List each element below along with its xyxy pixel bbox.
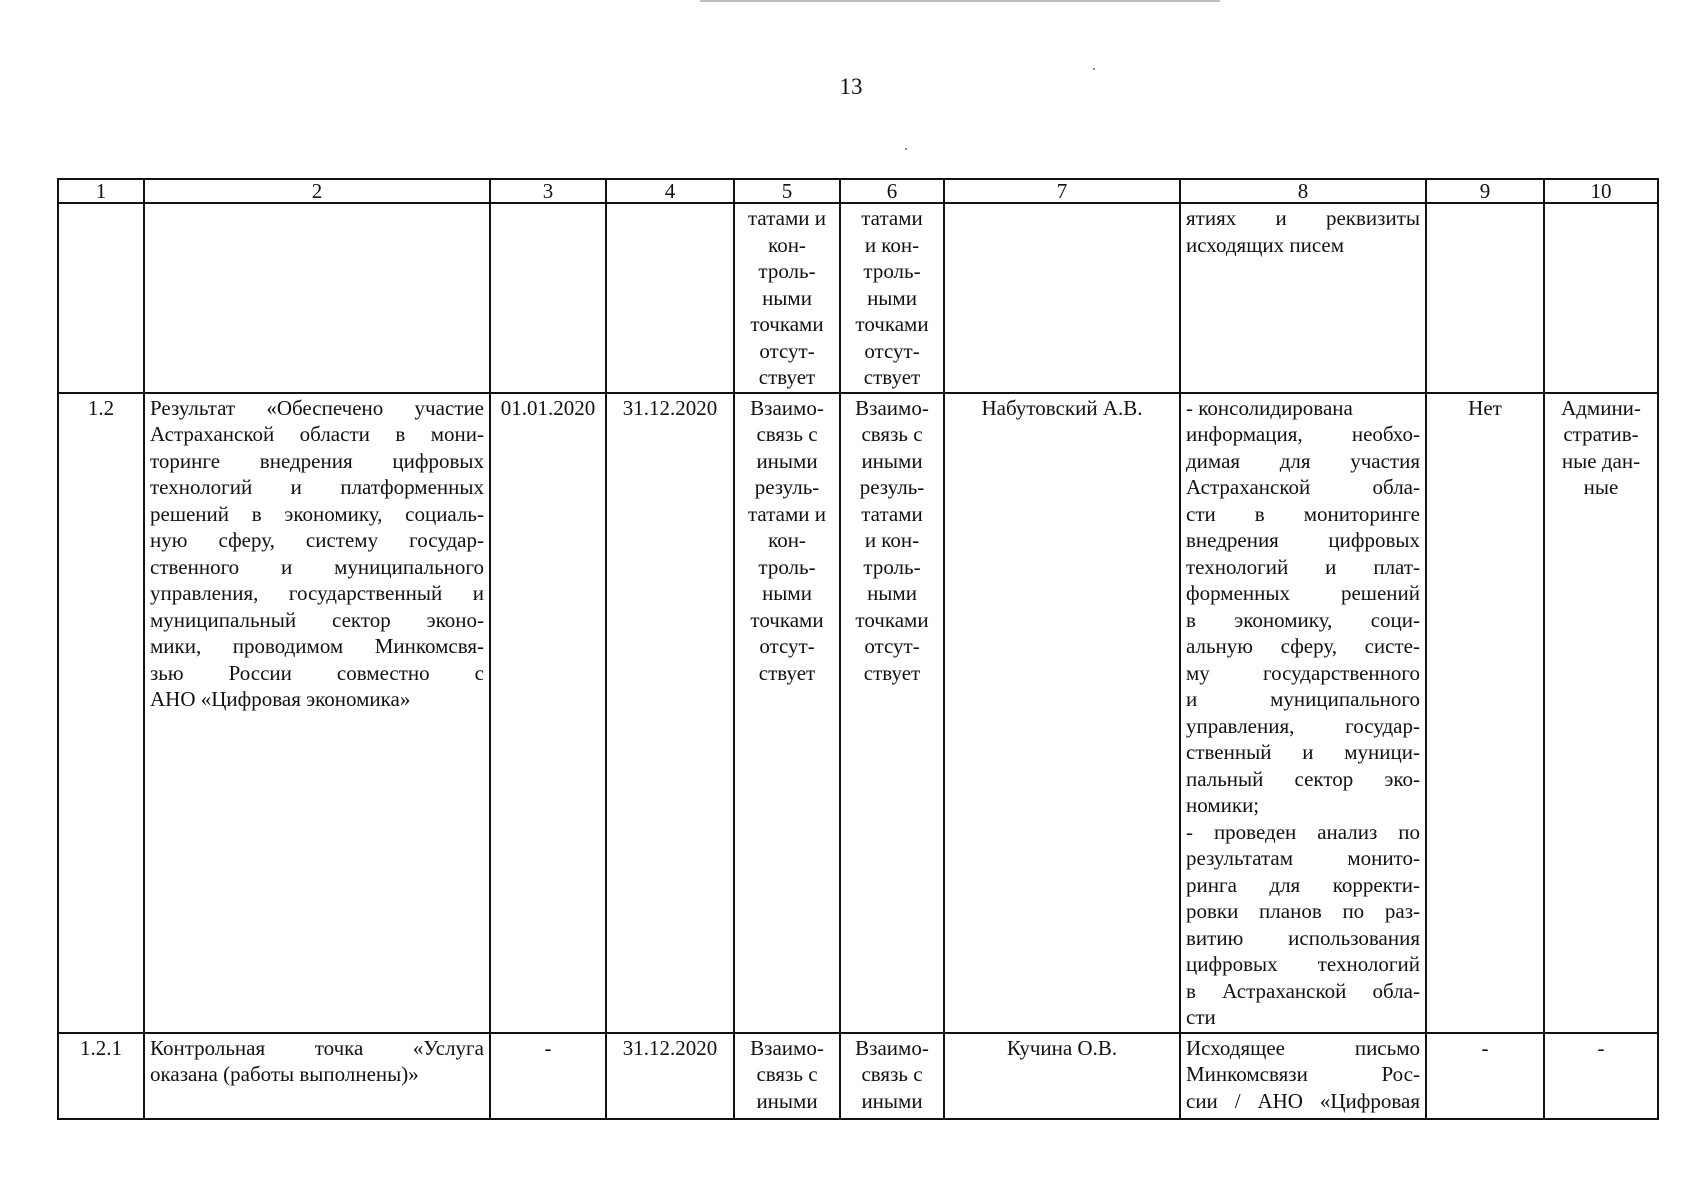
cell-text-line: ствует	[758, 660, 816, 685]
cell-text-line: Исходящее письмо	[1186, 1035, 1420, 1060]
cell-text-line: кон-	[768, 528, 806, 552]
interrelation-controls-cell	[840, 203, 944, 393]
cell-text-line: цифровых технологий	[1186, 952, 1420, 976]
result-name-cell	[144, 393, 490, 1033]
cell-text-line: Минкомсвязи Рос-	[1186, 1062, 1420, 1086]
cell-text-line: Админи-	[1561, 395, 1641, 420]
start-date: 01.01.2020	[490, 393, 606, 1033]
cell-text-line: точками	[750, 312, 824, 336]
cell-empty	[1426, 203, 1544, 393]
cell-text-line: ствует	[863, 365, 921, 389]
cell-text-line: ными	[867, 581, 917, 605]
cell-text-line: резуль-	[859, 475, 925, 499]
cell-text-line: Астраханской обла-	[1186, 475, 1420, 499]
cell-text-line: Взаимо-	[855, 395, 929, 420]
cell-text-line: татами	[861, 206, 923, 230]
cell-empty	[490, 203, 606, 393]
result-description-cell	[1180, 393, 1426, 1033]
cell-text-line: ными	[867, 285, 917, 310]
cell-text-line: альную сферу, систе-	[1186, 634, 1420, 658]
column-number-header: 8	[1180, 179, 1426, 203]
cell-text-line: связь с	[756, 422, 818, 446]
cell-text-line: оказана (работы выполнены)»	[150, 1062, 419, 1086]
cell-text-line: ровки планов по раз-	[1186, 899, 1420, 923]
end-date: 31.12.2020	[606, 393, 734, 1033]
cell-text-line: зью России совместно с	[150, 660, 484, 685]
cell-text-line: отсут-	[759, 338, 815, 363]
cell-text-line: резуль-	[754, 475, 820, 499]
interrelation-results-cell	[734, 393, 840, 1033]
cell-text-line: троль-	[758, 259, 816, 283]
cell-text-line: татами и	[748, 501, 826, 526]
cell-text-line: и муниципального	[1186, 687, 1420, 711]
cell-text-line: точками	[855, 607, 929, 632]
result-description-cell	[1180, 1033, 1426, 1119]
cell-text-line: иными	[861, 1088, 923, 1113]
control-point-name-cell	[144, 1033, 490, 1119]
cell-empty	[58, 203, 144, 393]
responsible-person: Кучина О.В.	[944, 1033, 1180, 1119]
cell-text-line: отсут-	[864, 338, 920, 363]
cell-text-line: Результат «Обеспечено участие	[150, 395, 484, 420]
cell-text-line: ными	[762, 581, 812, 605]
cell-text-line: Взаимо-	[750, 1035, 824, 1060]
cell-text-line: внедрения цифровых	[1186, 528, 1420, 552]
cell-text-line: точками	[855, 312, 929, 336]
cell-text-line: кон-	[768, 232, 806, 257]
cell-text-line: отсут-	[759, 634, 815, 658]
column-number-header: 10	[1544, 179, 1658, 203]
column-number-header: 1	[58, 179, 144, 203]
cell-text-line: решений в экономику, социаль-	[150, 501, 484, 526]
cell-text-line: АНО «Цифровая экономика»	[150, 687, 411, 711]
cell-text-line: номики;	[1186, 793, 1260, 817]
cell-text-line: и кон-	[864, 528, 920, 552]
cell-text-line: татами	[861, 501, 923, 526]
scan-speck	[905, 148, 907, 150]
cell-text-line: исходящих писем	[1186, 232, 1345, 257]
cell-text-line: ные	[1583, 475, 1619, 499]
cell-text-line: иными	[861, 448, 923, 473]
table-row-1-2-1	[58, 1033, 1658, 1119]
table-row-1-2	[58, 393, 1658, 1033]
cell-empty	[144, 203, 490, 393]
cell-text-line: связь с	[756, 1062, 818, 1086]
cell-text-line: связь с	[861, 422, 923, 446]
cell-text-line: ственного и муниципального	[150, 554, 484, 579]
plan-table	[57, 178, 1659, 1120]
cell-text-line: точками	[750, 607, 824, 632]
cell-text-line: иными	[756, 1088, 818, 1113]
column-number-header: 5	[734, 179, 840, 203]
cell-text-line: управления, государственный и	[150, 581, 484, 605]
cell-text-line: татами и	[748, 206, 826, 230]
cell-text-line: Астраханской области в мони-	[150, 422, 484, 446]
cell-text-line: технологий и платформенных	[150, 475, 484, 499]
cell-text-line: информация, необхо-	[1186, 422, 1420, 446]
cell-text-line: троль-	[863, 554, 921, 579]
result-description-cell	[1180, 203, 1426, 393]
cell-text-line: иными	[756, 448, 818, 473]
cell-text-line: ринга для корректи-	[1186, 872, 1420, 897]
cell-text-line: ствует	[863, 660, 921, 685]
start-date: -	[490, 1033, 606, 1119]
risk-flag: Нет	[1426, 393, 1544, 1033]
cell-text-line: ную сферу, систему государ-	[150, 528, 484, 552]
cell-empty	[944, 203, 1180, 393]
cell-text-line: ные дан-	[1561, 448, 1641, 473]
interrelation-controls-cell	[840, 393, 944, 1033]
column-number-header: 2	[144, 179, 490, 203]
row-number: 1.2.1	[58, 1033, 144, 1119]
cell-text-line: ствует	[758, 365, 816, 389]
cell-text-line: ственный и муници-	[1186, 740, 1420, 764]
cell-text-line: му государственного	[1186, 660, 1420, 685]
cell-text-line: управления, государ-	[1186, 713, 1420, 738]
cell-text-line: связь с	[861, 1062, 923, 1086]
cell-text-line: форменных решений	[1186, 581, 1420, 605]
cell-text-line: мики, проводимом Минкомсвя-	[150, 634, 484, 658]
cell-text-line: в экономику, соци-	[1186, 607, 1420, 632]
cell-text-line: ятиях и реквизиты	[1186, 206, 1420, 230]
cell-text-line: в Астраханской обла-	[1186, 978, 1420, 1003]
verification-source-cell	[1544, 393, 1658, 1033]
cell-text-line: Контрольная точка «Услуга	[150, 1035, 484, 1060]
cell-text-line: отсут-	[864, 634, 920, 658]
interrelation-results-cell	[734, 203, 840, 393]
page-number: 13	[839, 74, 863, 99]
cell-text-line: димая для участия	[1186, 448, 1420, 473]
cell-text-line: троль-	[758, 554, 816, 579]
row-number: 1.2	[58, 393, 144, 1033]
cell-text-line: муниципальный сектор эконо-	[150, 607, 484, 632]
risk-flag: -	[1426, 1033, 1544, 1119]
verification-source: -	[1544, 1033, 1658, 1119]
responsible-person: Набутовский А.В.	[944, 393, 1180, 1033]
top-scan-rule	[700, 0, 1220, 2]
column-number-header: 6	[840, 179, 944, 203]
column-number-header: 7	[944, 179, 1180, 203]
cell-text-line: ными	[762, 285, 812, 310]
column-number-header: 3	[490, 179, 606, 203]
cell-text-line: сти	[1186, 1005, 1216, 1029]
cell-text-line: торинге внедрения цифровых	[150, 448, 484, 473]
cell-text-line: стратив-	[1563, 422, 1639, 446]
interrelation-results-cell	[734, 1033, 840, 1119]
cell-text-line: технологий и плат-	[1186, 554, 1420, 579]
cell-text-line: и кон-	[864, 232, 920, 257]
cell-text-line: - проведен анализ по	[1186, 819, 1420, 844]
cell-text-line: Взаимо-	[855, 1035, 929, 1060]
cell-text-line: сии / АНО «Цифровая	[1186, 1088, 1420, 1113]
scan-speck	[1093, 68, 1095, 70]
column-number-header: 4	[606, 179, 734, 203]
table-row-continuation	[58, 203, 1658, 393]
table-header-row	[58, 179, 1658, 203]
cell-text-line: - консолидирована	[1186, 395, 1353, 420]
cell-text-line: Взаимо-	[750, 395, 824, 420]
column-number-header: 9	[1426, 179, 1544, 203]
cell-empty	[1544, 203, 1658, 393]
end-date: 31.12.2020	[606, 1033, 734, 1119]
cell-text-line: сти в мониторинге	[1186, 501, 1420, 526]
interrelation-controls-cell	[840, 1033, 944, 1119]
cell-text-line: пальный сектор эко-	[1186, 766, 1420, 791]
cell-text-line: результатам монито-	[1186, 846, 1420, 870]
cell-text-line: троль-	[863, 259, 921, 283]
cell-text-line: витию использования	[1186, 925, 1420, 950]
cell-empty	[606, 203, 734, 393]
